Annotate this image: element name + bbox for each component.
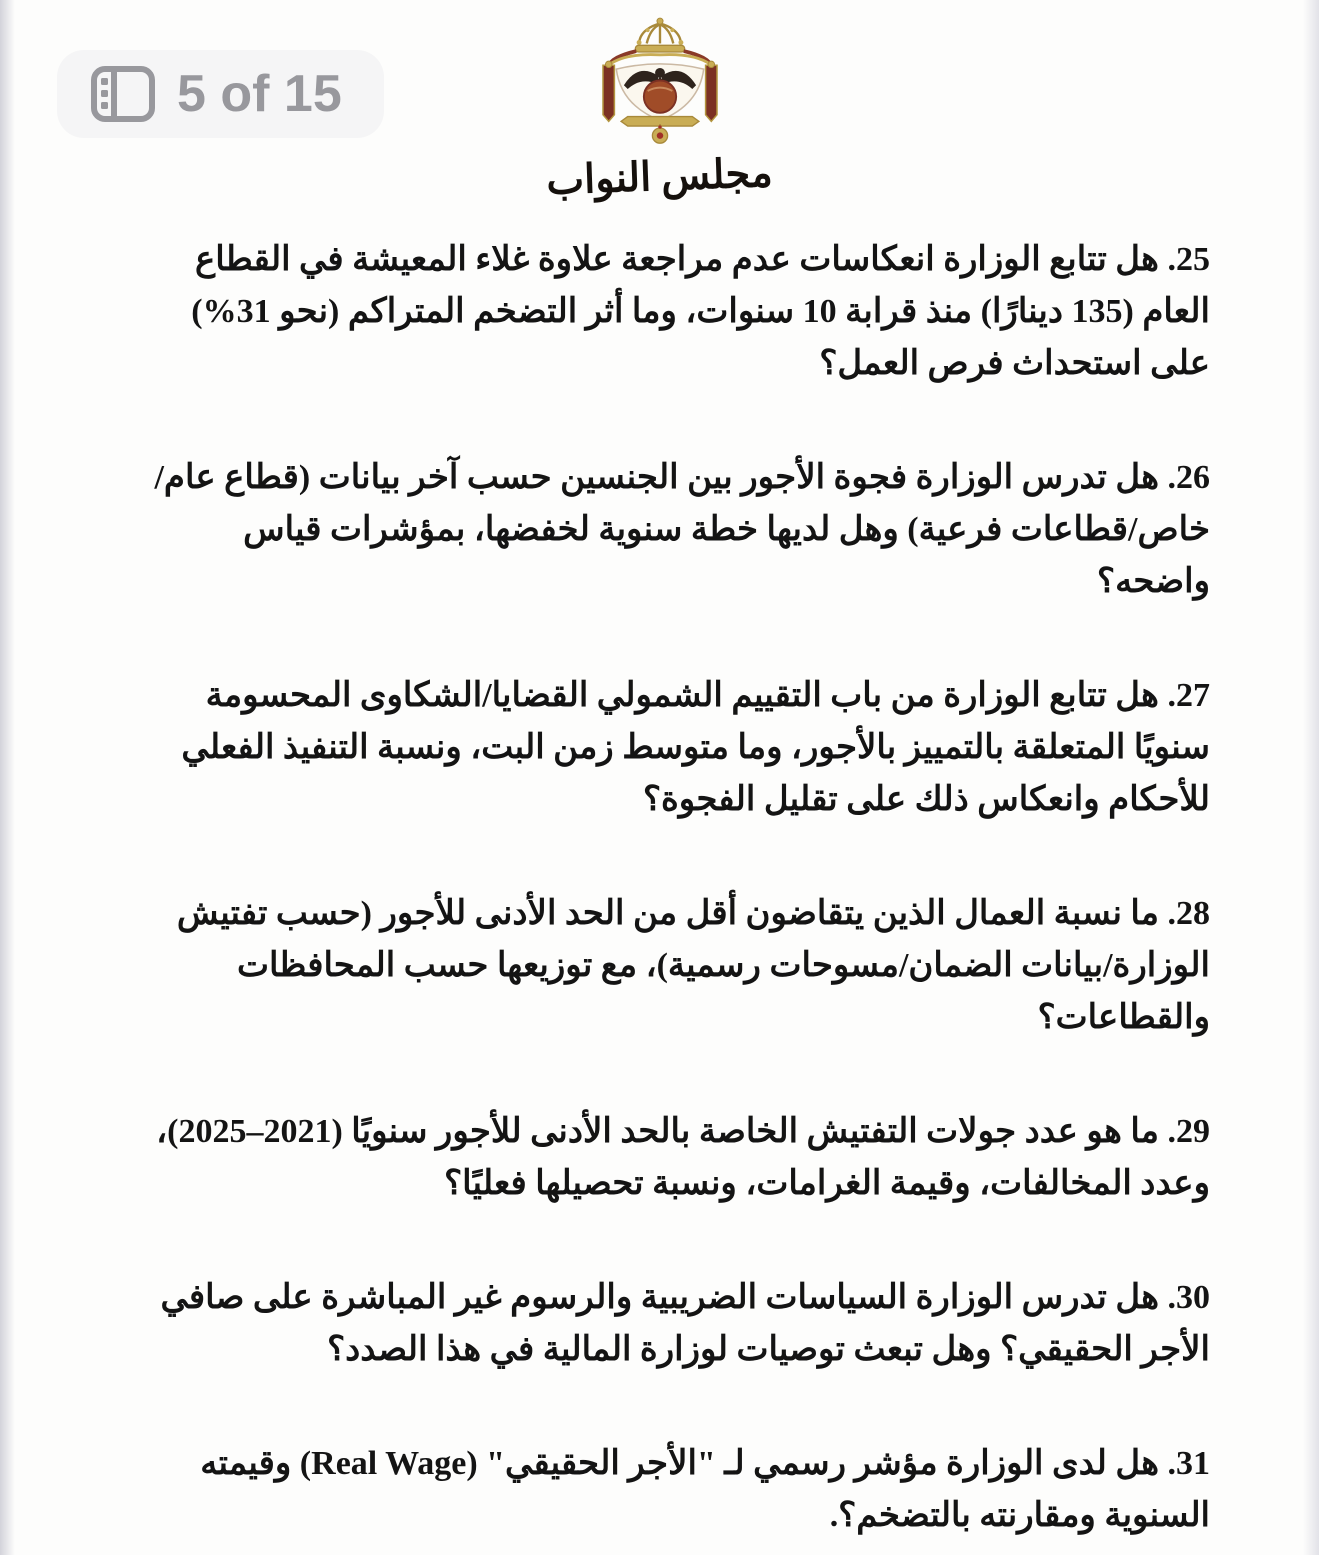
question-30: 30. هل تدرس الوزارة السياسات الضريبية والرسوم غير المباشرة على صافي الأجر الحقيقي؟ وهل تبعث توصيات لوزارة المالية في هذا الصدد؟ bbox=[160, 1279, 1210, 1368]
thumbnails-sidebar-icon bbox=[91, 66, 155, 122]
page-indicator-label: 5 of 15 bbox=[177, 65, 342, 123]
question-27: 27. هل تتابع الوزارة من باب التقييم الشمولي القضايا/الشكاوى المحسومة سنويًا المتعلقة بالتمييز بالأجور، وما متوسط زمن البت، ونسبة التنفيذ الفعلي للأحكام وانعكاس ذلك على تقليل الفجوة؟ bbox=[181, 677, 1210, 818]
questions-list bbox=[150, 234, 1210, 1542]
jordan-coat-of-arms-icon bbox=[584, 14, 736, 147]
question-26: 26. هل تدرس الوزارة فجوة الأجور بين الجنسين حسب آخر بيانات (قطاع عام/خاص/قطاعات فرعية) وهل لديها خطة سنوية لخفضها، بمؤشرات قياس واضحه؟ bbox=[154, 459, 1210, 600]
page-indicator[interactable] bbox=[57, 50, 384, 138]
question-29: 29. ما هو عدد جولات التفتيش الخاصة بالحد الأدنى للأجور سنويًا (2021‏–‏2025)، وعدد المخالفات، وقيمة الغرامات، ونسبة تحصيلها فعليًا؟ bbox=[156, 1113, 1210, 1202]
question-31: 31. هل لدى الوزارة مؤشر رسمي لـ "الأجر الحقيقي" (Real Wage) وقيمته السنوية ومقارنته بالتضخم؟. bbox=[200, 1445, 1210, 1534]
question-28: 28. ما نسبة العمال الذين يتقاضون أقل من الحد الأدنى للأجور (حسب تفتيش الوزارة/بيانات الضمان/مسوحات رسمية)، مع توزيعها حسب المحافظات والقطاعات؟ bbox=[176, 895, 1210, 1036]
parliament-name-calligraphy: مجلس النواب bbox=[545, 150, 774, 203]
question-25: 25. هل تتابع الوزارة انعكاسات عدم مراجعة علاوة غلاء المعيشة في القطاع العام (135 دينارًا) منذ قرابة 10 سنوات، وما أثر التضخم المتراكم (نحو 31‏%) على استحداث فرص العمل؟ bbox=[191, 241, 1210, 382]
